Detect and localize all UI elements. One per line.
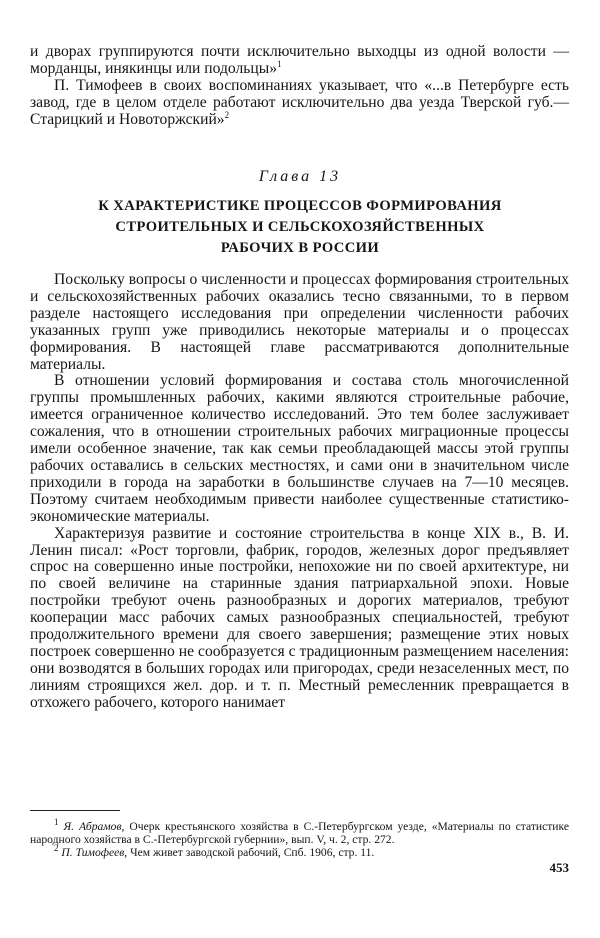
paragraph-text: П. Тимофеев в своих воспоминаниях указывает, что «...в Петербурге есть завод, где в целом отделе работают исключительно два уезда Тверской губ.— Старицкий и Новоторжский»	[30, 76, 569, 128]
chapter-body	[30, 272, 569, 712]
paragraph: Характеризуя развитие и состояние строительства в конце XIX в., В. И. Ленин писал: «Рост торговли, фабрик, городов, железных дорог предъявляет спрос на совершенно иные постройки, непохожие ни по своей архитектуре, ни по своей величине на старинные здания патриархальной эпохи. Новые постройки требуют очень разнообразных и дорогих материалов, требуют кооперации масс рабочих самых разнообразных специальностей, требуют продолжительного времени для своего завершения; размещение этих новых построек совершенно не сообразуется с традиционным размещением населения: они возводятся в больших городах или пригородах, среди незаселенных мест, по линиям строящихся жел. дор. и т. п. Местный ремесленник превращается в отхожего рабочего, которого нанимает	[30, 524, 569, 711]
paragraph	[30, 44, 569, 78]
footnotes	[30, 817, 569, 860]
footnote-author: П. Тимофеев,	[61, 846, 128, 860]
footnote	[30, 843, 569, 860]
footnote-divider	[30, 810, 120, 811]
paragraph: В отношении условий формирования и состава столь многочисленной группы промышленных рабочих, какими являются строительные рабочие, имеется ограниченное количество исследований. Это тем более заслуживает сожаления, что в отношении строительных рабочих миграционные процессы имели особенное значение, так как семьи преобладающей массы этой группы рабочих оставались в сельских местностях, и сами они в значительном числе приходили в города на заработки в большинстве случаев на 7—10 месяцев. Поэтому считаем необходимым привести наиболее существенные статистико-экономические материалы.	[30, 372, 569, 525]
chapter-title	[60, 196, 540, 259]
paragraph: Поскольку вопросы о численности и процессах формирования строительных и сельскохозяйственных рабочих оказались тесно связанными, то в первом разделе настоящего исследования при определении численности рабочих указанных групп уже приводились некоторые материалы и о процессах формирования. В настоящей главе рассматриваются дополнительные материалы.	[30, 271, 569, 373]
footnote-ref: 2	[224, 109, 230, 120]
chapter-title-line: К ХАРАКТЕРИСТИКЕ ПРОЦЕССОВ ФОРМИРОВАНИЯ	[98, 198, 502, 214]
chapter-label: Глава 13	[258, 168, 342, 185]
chapter-title-line: РАБОЧИХ В РОССИИ	[220, 240, 380, 256]
footnote-text: Очерк крестьянского хозяйства в С.-Петербургском уезде, «Материалы по статистике народного хозяйства в С.-Петербургской губернии», вып. V, ч. 2, стр. 272.	[30, 820, 569, 847]
footnote-ref: 1	[277, 58, 282, 69]
footnote	[30, 817, 569, 847]
paragraph	[30, 78, 569, 129]
footnote-mark: 2	[54, 843, 59, 854]
paragraph-text: и дворах группируются почти исключительно выходцы из одной волости — морданцы, инякинцы или подольцы»	[30, 43, 569, 77]
continued-text	[30, 44, 569, 129]
page-number: 453	[549, 860, 569, 875]
footnote-author: Я. Абрамов,	[63, 820, 125, 833]
footnote-text: Чем живет заводской рабочий, Спб. 1906, стр. 11.	[130, 846, 375, 860]
footnote-mark: 1	[54, 817, 59, 828]
chapter-title-line: СТРОИТЕЛЬНЫХ И СЕЛЬСКОХОЗЯЙСТВЕННЫХ	[115, 219, 485, 235]
